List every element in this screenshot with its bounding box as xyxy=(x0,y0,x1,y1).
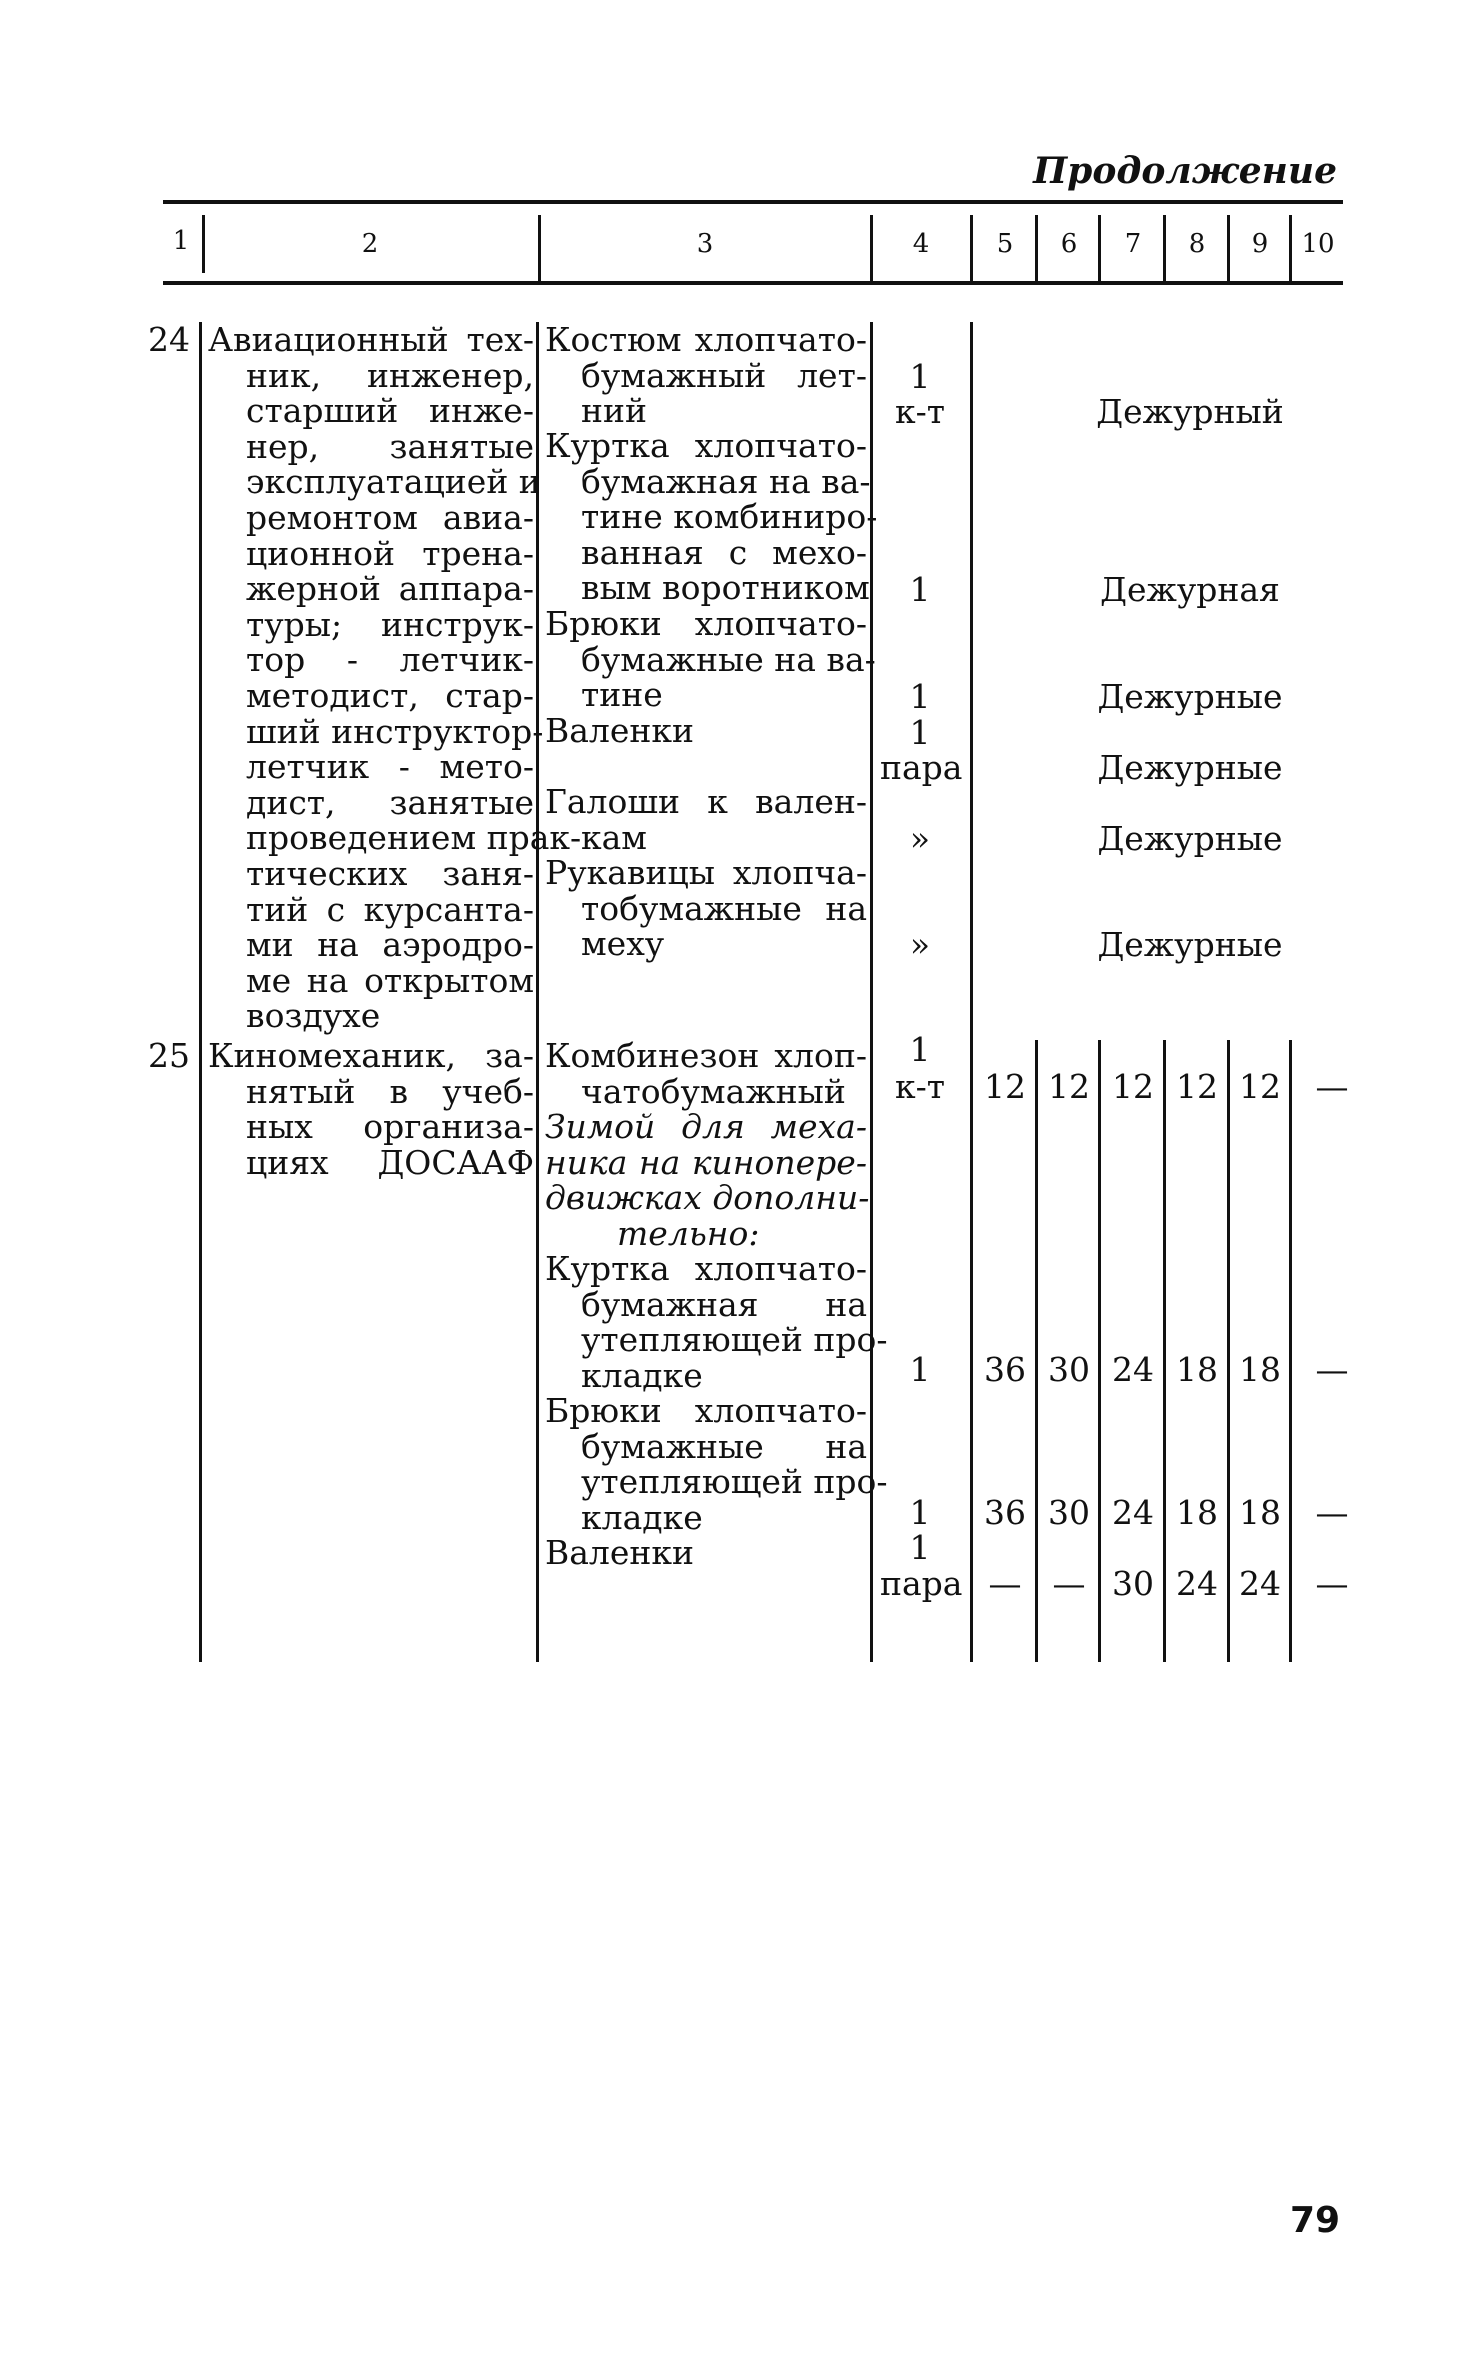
row-number: 25 xyxy=(148,1036,190,1075)
position-line: методист, стар- xyxy=(246,675,534,715)
position-line: нер, занятые xyxy=(246,426,534,466)
item-qty: 1 xyxy=(909,713,931,752)
header-separator xyxy=(1289,215,1292,281)
row-number: 24 xyxy=(148,320,190,359)
table-top-rule xyxy=(163,200,1343,204)
term-col9: 18 xyxy=(1239,1493,1281,1532)
item-name xyxy=(545,1249,888,1395)
item-note: Дежурная xyxy=(1100,570,1280,609)
position-line: тических заня- xyxy=(246,853,534,893)
position-line: ший инструктор- xyxy=(246,711,544,751)
item-line: тине xyxy=(581,675,663,715)
item-line: тобумажные на xyxy=(581,888,867,928)
item-qty: 1 xyxy=(909,1493,931,1532)
item-line: Валенки xyxy=(545,1533,695,1572)
item-line: чатобумажный xyxy=(581,1071,846,1111)
position-line: ционной трена- xyxy=(246,533,534,573)
col-num-2: 2 xyxy=(361,229,379,259)
position-description xyxy=(208,1038,534,1180)
item-line: меху xyxy=(581,924,665,964)
item-line: Валенки xyxy=(545,711,695,750)
item-line: утепляющей про- xyxy=(581,1462,888,1502)
position-line: ме на открытом xyxy=(246,960,534,1000)
item-line: кам xyxy=(581,817,647,857)
item-line: тельно: xyxy=(617,1213,760,1253)
item-name xyxy=(545,855,867,962)
item-line: ника на кинопере- xyxy=(545,1142,867,1182)
item-line: тине комбиниро- xyxy=(581,497,878,537)
item-line: бумажный лет- xyxy=(581,355,867,395)
position-line: Киномеханик, за- xyxy=(208,1036,534,1075)
position-line: ремонтом авиа- xyxy=(246,497,534,537)
term-col5: 36 xyxy=(984,1350,1026,1389)
item-name xyxy=(545,426,878,608)
term-col7: 24 xyxy=(1112,1493,1154,1532)
position-line: ных организа- xyxy=(246,1107,534,1147)
item-line: Зимой для меха- xyxy=(545,1107,867,1146)
item-line: Костюм хлопчато- xyxy=(545,320,867,359)
item-line: Куртка хлопчато- xyxy=(545,426,867,465)
item-qty: » xyxy=(909,819,931,858)
item-name xyxy=(545,1038,867,1109)
col-num-1: 1 xyxy=(172,226,190,256)
item-line: вым воротником xyxy=(581,568,870,608)
term-col7: 12 xyxy=(1112,1067,1154,1106)
column-rule xyxy=(199,322,202,1662)
col-num-10: 10 xyxy=(1301,229,1335,259)
item-line: Комбинезон хлоп- xyxy=(545,1036,867,1075)
item-name xyxy=(545,784,867,855)
item-line: бумажные на xyxy=(581,1426,867,1466)
item-line: Брюки хлопчато- xyxy=(545,604,867,643)
column-rule xyxy=(970,322,973,1662)
header-separator xyxy=(1035,215,1038,281)
col-num-5: 5 xyxy=(996,229,1014,259)
page-number: 79 xyxy=(1290,2200,1341,2241)
item-qty: 1 xyxy=(909,357,931,396)
term-col10: — xyxy=(1315,1067,1349,1106)
term-col8: 24 xyxy=(1176,1564,1218,1603)
position-line: ми на аэродро- xyxy=(246,925,534,965)
position-line: дист, занятые xyxy=(246,782,534,822)
item-name xyxy=(545,604,876,715)
term-col9: 12 xyxy=(1239,1067,1281,1106)
item-note: Дежурные xyxy=(1097,925,1283,964)
continuation-label: Продолжение xyxy=(1033,150,1337,192)
item-line: бумажная на xyxy=(581,1284,867,1324)
header-separator xyxy=(202,215,205,273)
term-col10: — xyxy=(1315,1493,1349,1532)
col-num-6: 6 xyxy=(1060,229,1078,259)
item-name xyxy=(545,1535,867,1571)
item-qty: 1 xyxy=(909,570,931,609)
item-line: кладке xyxy=(581,1497,703,1537)
item-line: кладке xyxy=(581,1355,703,1395)
term-col5: — xyxy=(988,1564,1022,1603)
position-line: Авиационный тех- xyxy=(208,320,534,359)
item-line: движках дополни- xyxy=(545,1178,870,1218)
winter-note xyxy=(545,1107,870,1253)
item-unit: пара xyxy=(880,748,963,787)
term-col7: 24 xyxy=(1112,1350,1154,1389)
position-line: старший инже- xyxy=(246,391,534,431)
col-num-8: 8 xyxy=(1188,229,1206,259)
header-separator xyxy=(1098,215,1101,281)
position-line: нятый в учеб- xyxy=(246,1071,534,1111)
item-line: ванная с мехо- xyxy=(581,532,867,572)
position-line: воздухе xyxy=(246,996,381,1036)
item-line: бумажная на ва- xyxy=(581,461,871,501)
item-note: Дежурный xyxy=(1096,392,1284,431)
position-line: жерной аппара- xyxy=(246,569,534,609)
item-line: Брюки хлопчато- xyxy=(545,1391,867,1430)
position-line: проведением прак- xyxy=(246,818,582,858)
item-name xyxy=(545,713,867,749)
position-line: летчик - мето- xyxy=(246,747,534,787)
position-line: циях ДОСААФ xyxy=(246,1142,534,1182)
term-col9: 18 xyxy=(1239,1350,1281,1389)
col-num-9: 9 xyxy=(1251,229,1269,259)
item-line: бумажные на ва- xyxy=(581,639,876,679)
item-qty: 1 xyxy=(909,1030,931,1069)
item-line: Куртка хлопчато- xyxy=(545,1249,867,1288)
col-num-3: 3 xyxy=(696,229,714,259)
item-unit: пара xyxy=(880,1564,963,1603)
item-qty: » xyxy=(909,925,931,964)
item-line: Галоши к вален- xyxy=(545,782,867,821)
term-col5: 36 xyxy=(984,1493,1026,1532)
item-qty: 1 xyxy=(909,677,931,716)
item-note: Дежурные xyxy=(1097,677,1283,716)
header-separator xyxy=(538,215,541,281)
term-col6: 12 xyxy=(1048,1067,1090,1106)
term-col6: 30 xyxy=(1048,1493,1090,1532)
term-col8: 12 xyxy=(1176,1067,1218,1106)
header-separator xyxy=(970,215,973,281)
header-separator xyxy=(1227,215,1230,281)
item-qty: 1 xyxy=(909,1350,931,1389)
position-line: эксплуатацией и xyxy=(246,462,541,502)
term-col10: — xyxy=(1315,1350,1349,1389)
position-line: туры; инструк- xyxy=(246,604,534,644)
header-separator xyxy=(870,215,873,281)
header-separator xyxy=(1163,215,1166,281)
column-rule xyxy=(536,322,539,1662)
col-num-4: 4 xyxy=(912,229,930,259)
col-num-7: 7 xyxy=(1124,229,1142,259)
item-note: Дежурные xyxy=(1097,819,1283,858)
header-bottom-rule xyxy=(163,281,1343,285)
item-name xyxy=(545,322,867,429)
term-col6: 30 xyxy=(1048,1350,1090,1389)
item-line: Рукавицы хлопча- xyxy=(545,853,867,892)
item-line: утепляющей про- xyxy=(581,1320,888,1360)
term-col8: 18 xyxy=(1176,1493,1218,1532)
term-col8: 18 xyxy=(1176,1350,1218,1389)
term-col10: — xyxy=(1315,1564,1349,1603)
position-description xyxy=(208,320,582,1036)
term-col7: 30 xyxy=(1112,1564,1154,1603)
item-unit: к-т xyxy=(894,1067,946,1106)
position-line: ник, инженер, xyxy=(246,355,534,395)
position-line: тий с курсанта- xyxy=(246,889,534,929)
term-col6: — xyxy=(1052,1564,1086,1603)
term-col9: 24 xyxy=(1239,1564,1281,1603)
item-note: Дежурные xyxy=(1097,748,1283,787)
item-qty: 1 xyxy=(909,1528,931,1567)
term-col5: 12 xyxy=(984,1067,1026,1106)
item-line: ний xyxy=(581,391,647,431)
item-unit: к-т xyxy=(894,392,946,431)
item-name xyxy=(545,1391,888,1537)
position-line: тор - летчик- xyxy=(246,640,534,680)
